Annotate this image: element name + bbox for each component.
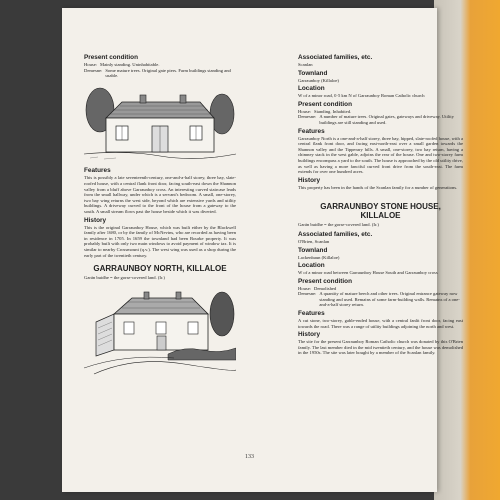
- location-heading: Location: [298, 262, 325, 270]
- associated-families-heading: Associated families, etc.: [298, 54, 373, 61]
- present-condition-heading: Present condition: [298, 277, 352, 285]
- features-heading: Features: [84, 167, 111, 175]
- associated-families-heading: Associated families, etc.: [298, 230, 373, 238]
- present-condition-heading: Present condition: [298, 100, 352, 108]
- house-illustration-2: [84, 284, 236, 378]
- features-text: This is possibly a late seventeenth-century, one-and-a-half storey, three bay, slate-roofed house, with a central flank front door, facing south-east down the Shannon valley from a bluff above Garraunboy cross. An interesting curved staircase leads from the small hallway, under which is a servant's bedroom. A small, one-storey, two bay wing returns the west side, beyond which are extensive yards and utility buildings. A driveway curved to the front of the house from a gateway to the south. A small stream flows past the house beside which it was diverted.: [84, 175, 236, 214]
- townland-value: Lackenbaun (Killaloe): [298, 254, 340, 260]
- section-title-stone-house: GARRAUNBOY STONE HOUSE, KILLALOE: [320, 202, 441, 221]
- history-heading: History: [298, 176, 321, 184]
- page-number: 133: [245, 454, 254, 460]
- section-title-garraunboy-north: GARRAUNBOY NORTH, KILLALOE: [93, 264, 227, 274]
- section-subtitle: Garán buidhe = the gorse-covered land. (Ir.): [84, 275, 165, 281]
- history-text: This is the original Garraunboy House, which was built either by the Blackwell family after 1680, or by the family of McNevins, who are recorded as having been in residence in 1705. In 1659 the townland had been Bourke property. It was probably built with only two main windows to avoid payment of window tax. It is similar to nearby Crossmount (q.v.). The west wing was used as a shop during the early part of the twentieth century.: [84, 224, 236, 258]
- location-value: W of a minor road, 0·5 km N of Garraunboy Roman Catholic church: [298, 93, 425, 99]
- demesne-condition: Demesne: A number of mature trees. Original gates, gateways and driveway. Utility buildings are still standing and used.: [298, 114, 454, 125]
- townland-value: Garraunboy (Killaloe): [298, 77, 339, 83]
- house-condition: House: Mainly standing. Uninhabitable.: [84, 62, 160, 67]
- house-condition: House: Demolished: [298, 285, 337, 291]
- right-column: [298, 52, 463, 358]
- history-heading: History: [298, 331, 321, 339]
- features-heading: Features: [298, 127, 325, 135]
- book-page: [62, 8, 463, 492]
- demesne-condition: Demesne: A quantity of mature beech and other trees. Original entrance gateway now standing and used. Remains of some farm-building walls. Remains of a one-and-a-half storey return.: [298, 291, 460, 308]
- features-text: A cut stone, two-storey, gable-ended house, with a central fanlit front door, facing east towards the road. There was a range of utility buildings adjoining the north and west.: [298, 318, 463, 329]
- features-heading: Features: [298, 310, 325, 318]
- associated-families-value: Scanlan: [298, 62, 313, 67]
- house-condition: House: Standing. Inhabited.: [298, 108, 352, 114]
- demesne-condition: Demesne: Some mature trees. Original gate piers. Farm buildings standing and usable.: [84, 67, 231, 79]
- history-text: This property has been in the hands of the Scanlan family for a number of generations.: [298, 184, 458, 190]
- location-value: W of a minor road between Garraunboy House South and Garraunboy cross: [298, 270, 438, 276]
- present-condition-heading: Present condition: [84, 54, 138, 61]
- features-text: Garraunboy North is a one-and-a-half storey, three bay, hipped, slate-roofed house, with a central flank front door, and facing east-north-east over a small garden towards the Shannon valley and the Tipperary hills. A small, one-storey, two bay return, having a chimney stack in the west gable, adjoins the rear of the house. One and two-storey farm buildings encompass a yard to the south. The house is approached by the old utility drive, as well as having a more fanciful curved front drive from the south-east. The farm extends for over one hundred acres.: [298, 135, 463, 175]
- house-illustration-1: [84, 82, 236, 164]
- townland-heading: Townland: [298, 69, 328, 77]
- location-heading: Location: [298, 85, 325, 93]
- left-column: [84, 52, 236, 381]
- history-heading: History: [84, 216, 107, 224]
- associated-families-value: O'Brien, Scanlan: [298, 238, 330, 244]
- townland-heading: Townland: [298, 246, 328, 254]
- section-subtitle: Garán buidhe = the gorse-covered land. (Ir.): [298, 222, 379, 228]
- history-text: The site for the present Garraunboy Roman Catholic church was donated by this O'Brien family. The last member died in the mid twentieth century, and the house was demolished in the 1950s. The site was later bought by a member of the Scanlan family.: [298, 339, 463, 356]
